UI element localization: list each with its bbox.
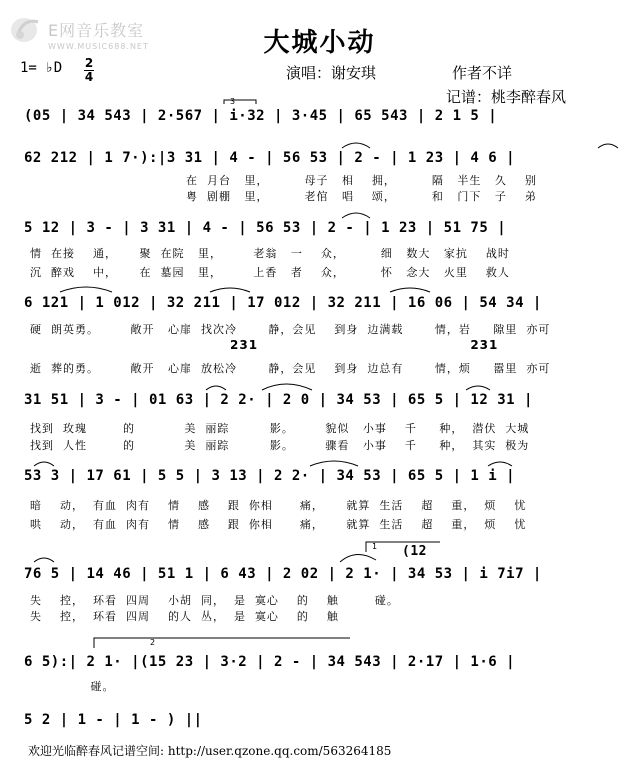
song-title: 大城小动	[263, 28, 376, 58]
triplet-mark	[224, 100, 256, 104]
slur-mark	[340, 554, 376, 562]
slur-mark	[262, 384, 312, 390]
lyric-line-5a: 找到 玫瑰 的 美 丽踪 影。 貌似 小事 千 种， 潜伏 大城	[30, 422, 530, 435]
lyric-line-3b: 沉 醉戏 中， 在 墓园 里， 上香 者 众， 怀 念大 火里 救人	[30, 266, 510, 279]
lyric-line-6a: 暗 动， 有血 肉有 情 感 跟 你相 痛， 就算 生活 超 重， 烦 忧	[30, 499, 527, 512]
svg-text:2: 2	[150, 638, 156, 647]
svg-text:3: 3	[230, 97, 236, 106]
slur-mark	[390, 288, 430, 292]
notation-credit: 记谱：桃李醉春风	[446, 88, 567, 106]
pickup-notes: (12	[402, 544, 427, 559]
score-line-3: 5 12 | 3 - | 3 31 | 4 - | 56 53 | 2 - | 1 23 | 51 75 |	[24, 220, 507, 236]
score-line-7: 76 5 | 14 46 | 51 1 | 6 43 | 2 02 | 2 1· | 34 53 | i 7i7 |	[24, 566, 542, 582]
volta-bracket	[94, 638, 350, 648]
lyric-line-4a: 硬 朗英勇。 敞开 心扉 找次冷 静，会见 到身 边满载 情，岩 隙里 亦可	[30, 323, 551, 336]
slur-mark	[598, 144, 618, 148]
meter-top: 2	[84, 56, 94, 70]
slur-mark	[342, 213, 370, 218]
score-line-9: 5 2 | 1 - | 1 - ) ||	[24, 712, 203, 728]
score-line-8: 6 5):| 2 1· |(15 23 | 3·2 | 2 - | 34 543 | 2·17 | 1·6 |	[24, 654, 516, 670]
key-signature: 1= ♭D	[20, 60, 63, 76]
lyric-line-5b: 找到 人性 的 美 丽踪 影。 骤看 小事 千 种， 其实 极为	[30, 439, 530, 452]
score-line-4: 6 121 | 1 012 | 32 211 | 17 012 | 32 211 | 16 06 | 54 34 |	[24, 295, 542, 311]
slur-mark	[60, 287, 112, 292]
slur-mark	[34, 462, 54, 466]
lyric-line-4b: 逝 葬的勇。 敞开 心扉 放松冷 静，会见 到身 边总有 情，烦 嚣里 亦可	[30, 362, 551, 375]
slur-mark	[488, 462, 512, 466]
lyric-line-2b: 粤 剧棚 里， 老倌 唱 颂， 和 门下 子 弟	[186, 190, 537, 203]
svg-text:1: 1	[372, 542, 378, 551]
lyric-line-7b: 失 控， 环看 四周 的人 丛， 是 寞心 的 触	[30, 610, 339, 623]
lyric-line-6b: 哄 动， 有血 肉有 情 感 跟 你相 痛， 就算 生活 超 重， 烦 忧	[30, 518, 527, 531]
footer-credit: 欢迎光临醉春风记谱空间: http://user.qzone.qq.com/563264185	[28, 744, 392, 758]
lyric-line-2a: 在 月台 里， 母子 相 拥， 隔 半生 久 别	[186, 174, 537, 187]
singer: 演唱：谢安琪	[286, 64, 377, 82]
logo-subtext: WWW.MUSIC688.NET	[48, 42, 149, 51]
time-signature	[84, 58, 94, 83]
slur-mark	[342, 143, 370, 148]
score-line-2: 62 212 | 1 7·):|3 31 | 4 - | 56 53 | 2 - | 1 23 | 4 6 |	[24, 150, 516, 166]
score-line-5: 31 51 | 3 - | 01 63 | 2 2· | 2 0 | 34 53 | 65 5 | 12 31 |	[24, 392, 533, 408]
score-line-6: 53 3 | 17 61 | 5 5 | 3 13 | 2 2· | 34 53 | 65 5 | 1 i |	[24, 468, 516, 484]
meter-bottom: 4	[84, 70, 94, 84]
logo-text: E网音乐教室	[48, 21, 145, 40]
score-line-1: (05 | 34 543 | 2·567 | i·32 | 3·45 | 65 543 | 2 1 5 |	[24, 108, 498, 124]
lyric-line-3a: 情 在接 通， 聚 在院 里， 老翁 一 众， 细 数大 家抗 战时	[30, 247, 510, 260]
slur-mark	[466, 386, 490, 390]
author: 作者不详	[452, 64, 513, 82]
alt-notes-231: 231 231	[230, 338, 499, 352]
slur-mark	[310, 461, 358, 466]
lyric-line-7a: 失 控， 环看 四周 小胡 同， 是 寞心 的 触 碰。	[30, 594, 399, 607]
slur-mark	[34, 558, 54, 562]
lyric-line-8: 碰。	[50, 680, 115, 693]
slur-mark	[206, 386, 226, 390]
slur-mark	[210, 288, 250, 292]
